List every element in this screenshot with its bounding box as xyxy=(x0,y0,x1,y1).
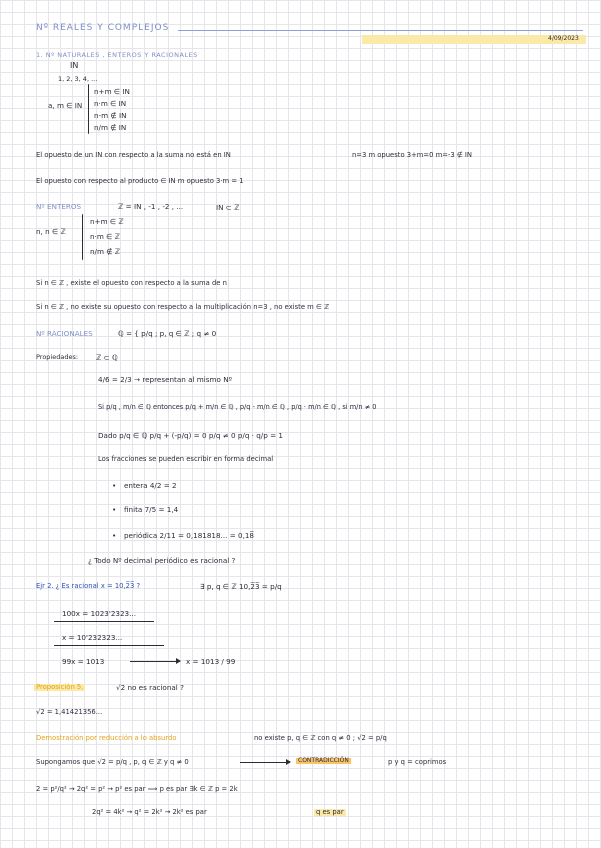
exercise-step-1: 100x = 1023'2323... xyxy=(62,609,136,618)
naturals-closure-item: n+m ∈ IN xyxy=(94,87,130,96)
naturals-closure-item: n·m ∈ IN xyxy=(94,99,127,108)
proposition-heading: Proposición 5. xyxy=(36,683,84,691)
page-title: Nº REALES Y COMPLEJOS xyxy=(36,23,170,33)
exercise-claim: ∃ p, q ∈ ℤ 10,2̅3̅ = p/q xyxy=(200,582,282,591)
decimal-form-line: Los fracciones se pueden escribir en forma decimal xyxy=(98,455,274,463)
integers-closure-lead: n, n ∈ ℤ xyxy=(36,227,66,236)
arrow-icon xyxy=(130,661,180,662)
integers-closure-item: n+m ∈ ℤ xyxy=(90,217,124,226)
proof-suppose: Supongamos que √2 = p/q , p, q ∈ ℤ y q ≠ 0 xyxy=(36,758,189,766)
naturals-list: 1, 2, 3, 4, ... xyxy=(58,75,98,83)
rationals-inverse-line: Dado p/q ∈ ℚ p/q + (-p/q) = 0 p/q ≠ 0 p/q · q/p = 1 xyxy=(98,431,283,440)
integers-line-product: Si n ∈ ℤ , no existe su opuesto con respecto a la multiplicación n=3 , no existe m ∈ ℤ xyxy=(36,303,330,311)
section-heading-integers: Nº ENTEROS xyxy=(36,202,82,211)
opposite-sum-example: n=3 m opuesto 3+m=0 m=-3 ∉ IN xyxy=(352,151,473,159)
integers-line-sum: Si n ∈ ℤ , existe el opuesto con respecto a la suma de n xyxy=(36,279,227,287)
exercise-result: x = 1013 / 99 xyxy=(186,657,236,666)
exercise-step-2: x = 10'232323... xyxy=(62,633,123,642)
properties-label: Propiedades: xyxy=(36,353,79,361)
section-heading-rationals: Nº RACIONALES xyxy=(36,329,93,338)
arrow-icon xyxy=(240,762,290,763)
periodic-question: ¿ Todo Nº decimal periódico es racional ? xyxy=(88,556,236,565)
exercise-heading: Ejr 2. ¿ Es racional x = 10,2̅3̅ ? xyxy=(36,582,141,590)
section-heading-naturals: 1. Nº NATURALES , ENTEROS Y RACIONALES xyxy=(36,51,198,59)
bullet-periodic: periódica 2/11 = 0,181818... = 0,18̅ xyxy=(124,531,255,540)
integers-closure-item: n/m ∉ ℤ xyxy=(90,247,121,256)
equivalent-fractions-example: 4/6 = 2/3 → representan al mismo Nº xyxy=(98,375,232,384)
integers-subset-rationals: ℤ ⊂ ℚ xyxy=(96,353,118,362)
title-rule xyxy=(178,30,583,31)
page-date: 4/09/2023 xyxy=(548,35,579,42)
naturals-closure-item: n-m ∉ IN xyxy=(94,111,127,120)
naturals-closure-item: n/m ∉ IN xyxy=(94,123,127,132)
exercise-step-3: 99x = 1013 xyxy=(62,657,105,666)
sqrt2-decimal: √2 = 1,41421356... xyxy=(36,708,103,716)
proof-label: Demostración por reducción a lo absurdo xyxy=(36,734,177,742)
naturals-subset-integers: IN ⊂ ℤ xyxy=(216,203,240,212)
bullet-dot: • xyxy=(112,505,117,514)
naturals-brace xyxy=(88,84,89,134)
q-even-highlight: q es par xyxy=(316,808,344,816)
rationals-definition: ℚ = { p/q ; p, q ∈ ℤ ; q ≠ 0 xyxy=(118,329,217,338)
opposite-sum-line: El opuesto de un IN con respecto a la suma no está en IN xyxy=(36,151,231,159)
rationals-closure-line: Si p/q , m/n ∈ ℚ entonces p/q + m/n ∈ ℚ , p/q - m/n ∈ ℚ , p/q · m/n ∈ ℚ , si m/n ≠ 0 xyxy=(98,403,377,411)
bullet-dot: • xyxy=(112,481,117,490)
naturals-symbol: IN xyxy=(70,61,79,70)
integers-definition: ℤ = IN , -1 , -2 , ... xyxy=(118,202,184,211)
coprime-statement: p y q = coprimos xyxy=(388,758,447,766)
proof-claim: no existe p, q ∈ ℤ con q ≠ 0 ; √2 = p/q xyxy=(254,734,387,742)
bullet-integer: entera 4/2 = 2 xyxy=(124,481,177,490)
naturals-closure-lead: a, m ∈ IN xyxy=(48,101,83,110)
proof-step-b: 2q² = 4k² → q² = 2k² → 2k² es par xyxy=(92,808,207,816)
opposite-product-line: El opuesto con respecto al producto ∈ IN m opuesto 3·m = 1 xyxy=(36,177,244,185)
subtraction-underline-1 xyxy=(54,621,154,622)
bullet-finite: finita 7/5 = 1,4 xyxy=(124,505,179,514)
integers-brace xyxy=(82,214,83,260)
bullet-dot: • xyxy=(112,531,117,540)
subtraction-underline-2 xyxy=(54,645,164,646)
proof-step-a: 2 = p²/q² → 2q² = p² → p² es par ⟹ p es par ∃k ∈ ℤ p = 2k xyxy=(36,785,238,793)
contradiction-label: CONTRADICCIÓN xyxy=(298,757,349,764)
integers-closure-item: n·m ∈ ℤ xyxy=(90,232,121,241)
proposition-statement: √2 no es racional ? xyxy=(116,683,184,692)
